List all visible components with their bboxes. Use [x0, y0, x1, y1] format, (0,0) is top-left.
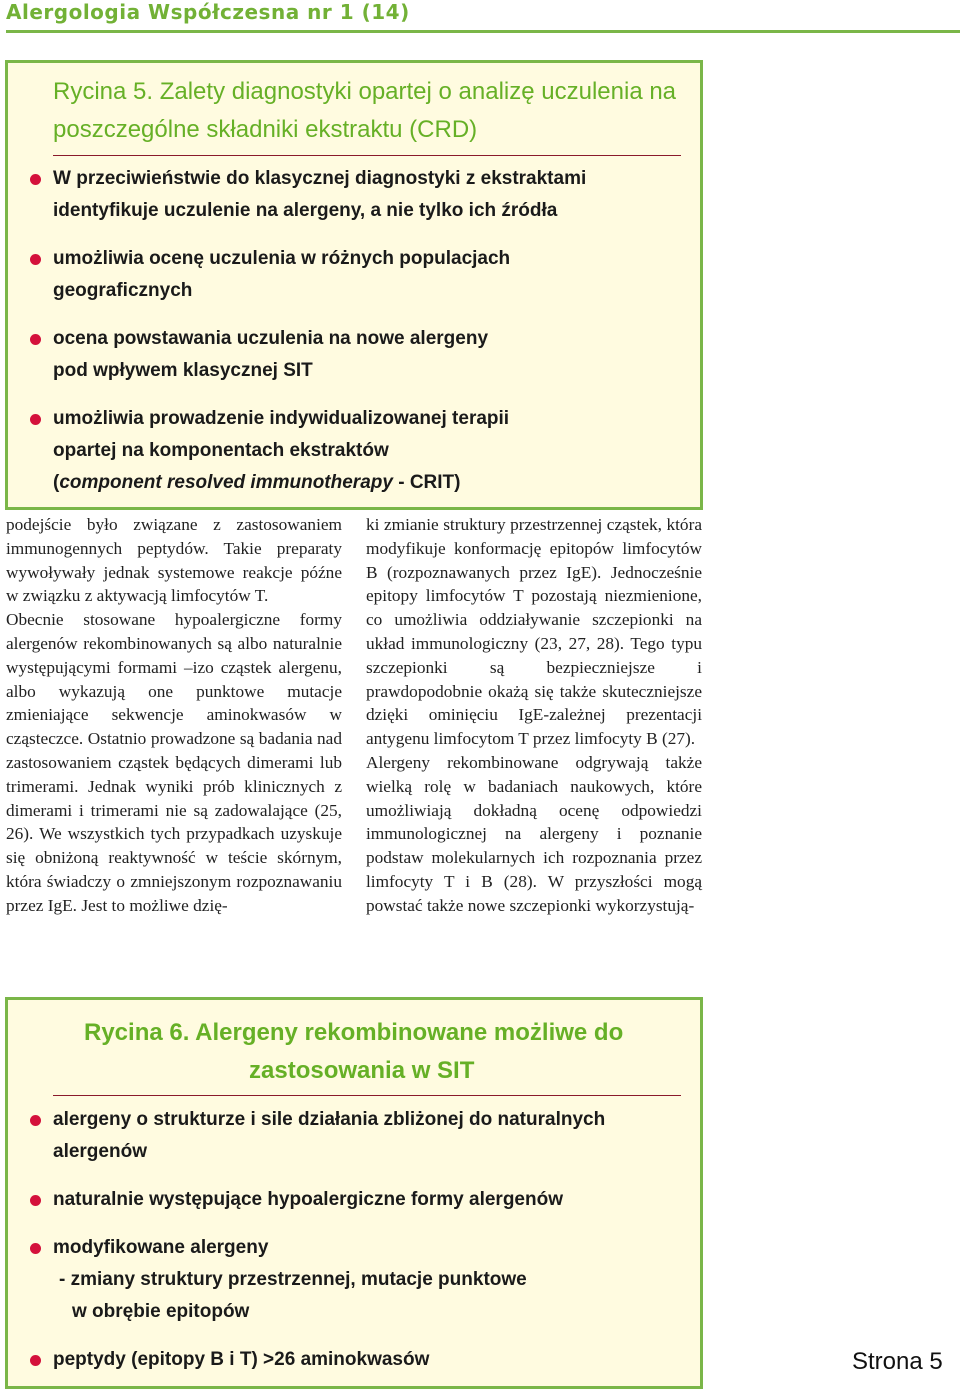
figure-6-box	[5, 997, 703, 1389]
bullet-dot-icon	[30, 1115, 41, 1126]
figure-5-item	[30, 403, 690, 499]
crit-abbrev: - CRIT)	[392, 472, 461, 493]
bullet-dot-icon	[30, 254, 41, 265]
item-line: w obrębie epitopów	[72, 1301, 250, 1322]
paragraph: podejście było związane z zastosowaniem immunogennych peptydów. Takie preparaty wywoływały jednak systemowe reakcje późne w związku z aktywacją limfocytów T.	[6, 515, 342, 606]
item-line: umożliwia ocenę uczulenia w różnych populacjach	[53, 248, 511, 269]
item-line: peptydy (epitopy B i T) >26 aminokwasów	[53, 1349, 430, 1370]
figure-6-title-line: zastosowania w SIT	[249, 1057, 475, 1084]
bullet-dot-icon	[30, 334, 41, 345]
bullet-dot-icon	[30, 174, 41, 185]
paragraph: Alergeny rekombinowane odgrywają także wielką rolę w badaniach naukowych, które umożliwiają dokładną ocenę odpowiedzi immunologicznej na alergeny i poznanie podstaw molekularnych ich rozpoznania przez limfocyty T i B (28). W przyszłości mogą powstać także nowe szczepionki wykorzystują-	[366, 752, 702, 915]
figure-5-label: Rycina 5.	[53, 78, 154, 105]
figure-6-item	[30, 1104, 690, 1168]
figure-6-title-line: Rycina 6. Alergeny rekombinowane możliwe do	[84, 1019, 624, 1046]
bullet-dot-icon	[30, 1243, 41, 1254]
item-line: - zmiany struktury przestrzennej, mutacje punktowe	[59, 1269, 527, 1290]
journal-title: Alergologia Współczesna nr 1 (14)	[6, 0, 410, 24]
bullet-dot-icon	[30, 414, 41, 425]
crit-italic-term: component resolved immunotherapy	[59, 472, 393, 493]
bullet-dot-icon	[30, 1195, 41, 1206]
item-line: geograficznych	[53, 280, 193, 301]
item-line: ocena powstawania uczulenia na nowe alergeny	[53, 328, 489, 349]
figure-6-title	[84, 1014, 684, 1090]
figure-5-title	[53, 73, 693, 149]
item-line: alergenów	[53, 1141, 147, 1162]
item-line: modyfikowane alergeny	[53, 1237, 269, 1258]
item-line-crit	[30, 467, 690, 499]
item-line: opartej na komponentach ekstraktów	[53, 440, 389, 461]
item-line: umożliwia prowadzenie indywidualizowanej terapii	[53, 408, 510, 429]
item-line: pod wpływem klasycznej SIT	[53, 360, 313, 381]
paren-open: (	[53, 472, 60, 493]
paragraph: Obecnie stosowane hypoalergiczne formy alergenów rekombinowanych są albo naturalnie występującymi formami –izo cząstek alergenu, albo wykazują one punktowe mutacje zmieniające sekwencje aminokwasów w cząsteczce. Ostatnio prowadzone są badania nad zastosowaniem cząstek będących dimerami lub trimerami. Jednak wyniki prób klinicznych z dimerami i trimerami nie są zadowalające (25, 26). We wszystkich tych przypadkach uzyskuje się obniżoną reaktywność w teście skórnym, która świadczy o zmniejszonym rozpoznawaniu przez IgE. Jest to możliwe dzię-	[6, 610, 342, 915]
figure-5-item	[30, 243, 690, 307]
body-column-right	[366, 513, 702, 918]
body-column-left	[6, 513, 342, 918]
item-line: naturalnie występujące hypoalergiczne formy alergenów	[53, 1189, 563, 1210]
item-line: W przeciwieństwie do klasycznej diagnostyki z ekstraktami	[53, 168, 587, 189]
figure-5-box	[5, 60, 703, 510]
figure-5-item	[30, 163, 690, 227]
figure-5-divider	[53, 155, 681, 156]
figure-6-item	[30, 1184, 690, 1216]
figure-5-title-text: Zalety diagnostyki opartej o analizę uczulenia na poszczególne składniki ekstraktu (CRD)	[53, 78, 677, 143]
item-line: alergeny o strukturze i sile działania zbliżonej do naturalnych	[53, 1109, 606, 1130]
paragraph: ki zmianie struktury przestrzennej cząstek, która modyfikuje konformację epitopów limfocytów B (rozpoznawanych przez IgE). Jednocześnie epitopy limfocytów T pozostają niezmienione, co umożliwia oddziaływanie szczepionki na układ immunologiczny (23, 27, 28). Tego typu szczepionki są bezpieczniejsze i prawdopodobnie okażą się także skuteczniejsze dzięki ominięciu IgE-zależnej prezentacji antygenu limfocytom T przez limfocyty B (27).	[366, 515, 702, 749]
figure-6-item	[30, 1344, 690, 1376]
page-number: Strona 5	[852, 1348, 943, 1375]
figure-6-item	[30, 1232, 690, 1328]
figure-6-divider	[53, 1095, 681, 1096]
journal-header	[6, 0, 960, 33]
item-line: identyfikuje uczulenie na alergeny, a nie tylko ich źródła	[53, 200, 558, 221]
figure-5-item	[30, 323, 690, 387]
bullet-dot-icon	[30, 1355, 41, 1366]
